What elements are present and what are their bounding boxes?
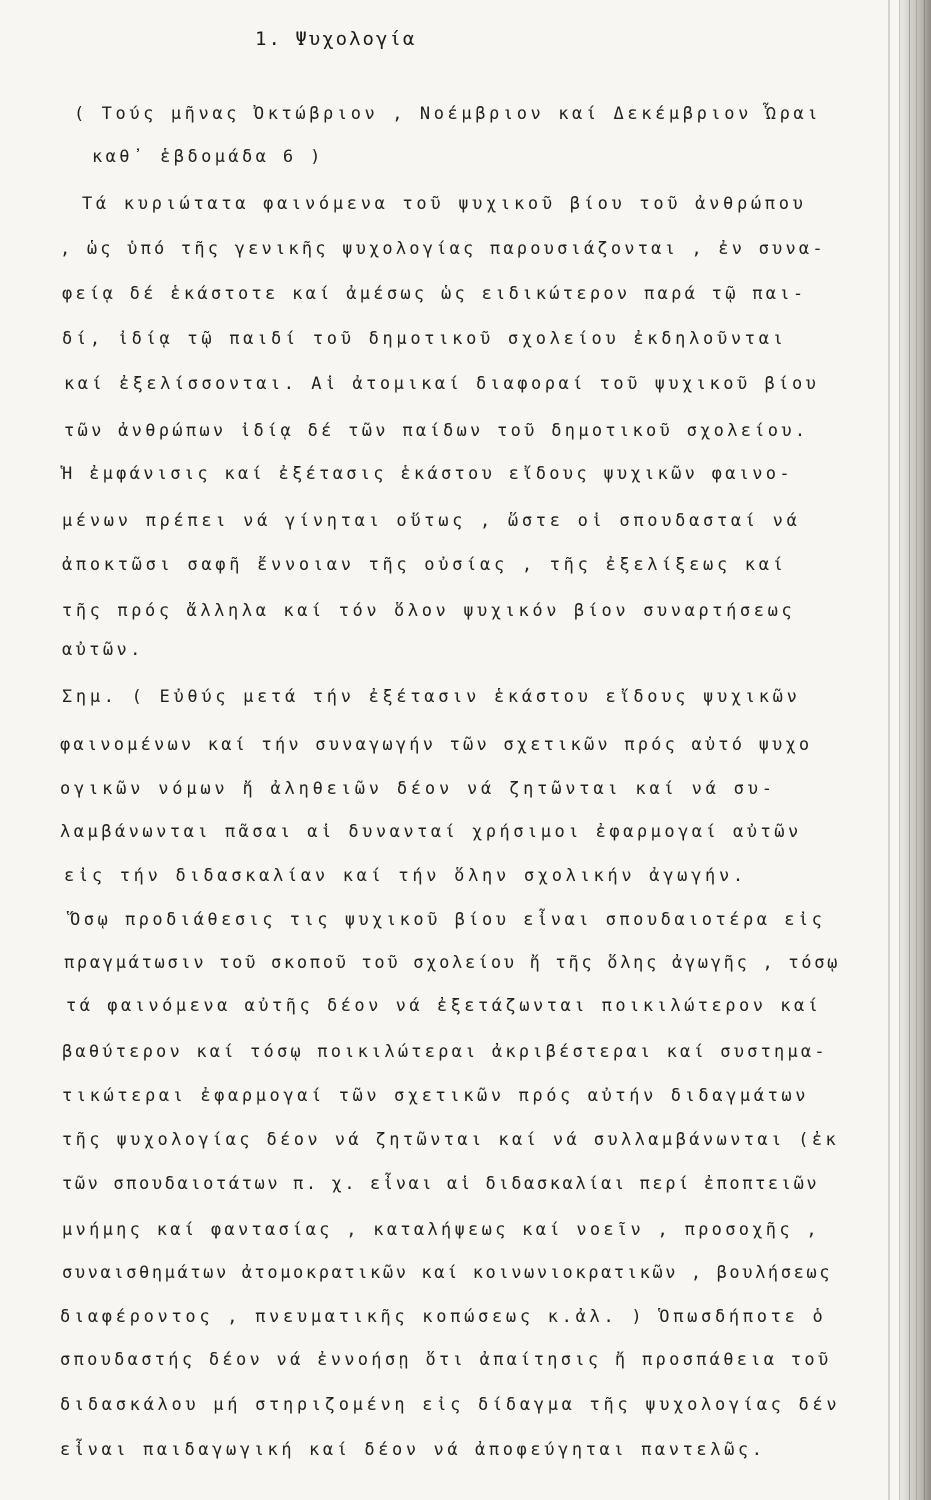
- text-line: τῶν σπουδαιοτάτων π. χ. εἶναι αἱ διδασκαλίαι περί ἐποπτειῶν: [62, 1174, 820, 1194]
- text-line: Ὅσῳ προδιάθεσις τις ψυχικοῦ βίου εἶναι σπουδαιοτέρα εἰς: [70, 910, 826, 930]
- text-line: σπουδαστής δέον νά ἐννοήσῃ ὅτι ἀπαίτησις ἤ προσπάθεια τοῦ: [60, 1350, 832, 1370]
- text-line: αὐτῶν.: [62, 640, 144, 660]
- text-line: πραγμάτωσιν τοῦ σκοποῦ τοῦ σχολείου ἤ τῆς ὅλης ἀγωγῆς , τόσῳ: [64, 953, 841, 973]
- text-line: διαφέροντος , πνευματικῆς κοπώσεως κ.ἀλ. ) Ὁπωσδήποτε ὁ: [60, 1307, 827, 1327]
- text-line: μένων πρέπει νά γίνηται οὕτως , ὥστε οἱ σπουδασταί νά: [62, 511, 801, 531]
- text-line: Σημ. ( Εὐθύς μετά τήν ἐξέτασιν ἑκάστου εἴδους ψυχικῶν: [62, 687, 801, 707]
- text-line: ογικῶν νόμων ἤ ἀληθειῶν δέον νά ζητῶνται καί νά συ-: [60, 779, 776, 799]
- text-line: Ἡ ἐμφάνισις καί ἐξέτασις ἑκάστου εἴδους ψυχικῶν φαινο-: [62, 464, 793, 484]
- page-edge-line: [916, 0, 917, 1500]
- text-line: τῆς ψυχολογίας δέον νά ζητῶνται καί νά συλλαμβάνωνται (ἐκ: [62, 1130, 840, 1150]
- text-line: ( Τούς μῆνας Ὀκτώβριον , Νοέμβριον καί Δεκέμβριον Ὧραι: [74, 104, 822, 124]
- text-line: φαινομένων καί τήν συναγωγήν τῶν σχετικῶν πρός αὐτό ψυχο: [60, 735, 813, 755]
- text-line: τῆς πρός ἄλληλα καί τόν ὅλον ψυχικόν βίον συναρτήσεως: [62, 601, 796, 621]
- text-line: βαθύτερον καί τόσῳ ποικιλώτεραι ἀκριβέστεραι καί συστημα-: [62, 1042, 828, 1062]
- text-line: μνήμης καί φαντασίας , καταλήψεως καί νοεῖν , προσοχῆς ,: [62, 1220, 820, 1240]
- text-line: τικώτεραι ἐφαρμογαί τῶν σχετικῶν πρός αὐτήν διδαγμάτων: [62, 1086, 810, 1106]
- text-line: , ὡς ὑπό τῆς γενικῆς ψυχολογίας παρουσιάζονται , ἐν συνα-: [60, 239, 826, 259]
- page-margin-rule: [888, 0, 890, 1500]
- text-line: τά φαινόμενα αὐτῆς δέον νά ἐξετάζωνται ποικιλώτερον καί: [66, 996, 822, 1016]
- text-line: καί ἐξελίσσονται. Αἱ ἀτομικαί διαφοραί τοῦ ψυχικοῦ βίου: [64, 374, 820, 394]
- text-line: καθ᾽ ἑβδομάδα 6 ): [92, 147, 324, 167]
- text-line: δί, ἰδίᾳ τῷ παιδί τοῦ δημοτικοῦ σχολείου ἐκδηλοῦνται: [62, 329, 787, 349]
- text-line: λαμβάνωνται πᾶσαι αἱ δυνανταί χρήσιμοι ἐφαρμογαί αὐτῶν: [60, 822, 802, 842]
- page-edge-line: [924, 0, 925, 1500]
- text-line: συναισθημάτων ἀτομοκρατικῶν καί κοινωνιοκρατικῶν , βουλήσεως: [62, 1263, 833, 1283]
- text-line: εἶναι παιδαγωγική καί δέον νά ἀποφεύγηται παντελῶς.: [60, 1440, 766, 1460]
- page-edge-line: [909, 0, 910, 1500]
- text-line: ἀποκτῶσι σαφῆ ἔννοιαν τῆς οὐσίας , τῆς ἐξελίξεως καί: [62, 555, 787, 575]
- text-line: τῶν ἀνθρώπων ἰδίᾳ δέ τῶν παίδων τοῦ δημοτικοῦ σχολείου.: [64, 421, 809, 441]
- text-line: Τά κυριώτατα φαινόμενα τοῦ ψυχικοῦ βίου τοῦ ἀνθρώπου: [82, 194, 807, 214]
- text-line: φείᾳ δέ ἑκάστοτε καί ἀμέσως ὡς ειδικώτερον παρά τῷ παι-: [62, 284, 807, 304]
- document-title: 1. Ψυχολογία: [255, 28, 417, 50]
- text-line: εἰς τήν διδασκαλίαν καί τήν ὅλην σχολικήν ἀγωγήν.: [64, 866, 747, 886]
- text-line: διδασκάλου μή στηριζομένη εἰς δίδαγμα τῆς ψυχολογίας δέν: [60, 1395, 841, 1415]
- book-binding-edge: [899, 0, 931, 1500]
